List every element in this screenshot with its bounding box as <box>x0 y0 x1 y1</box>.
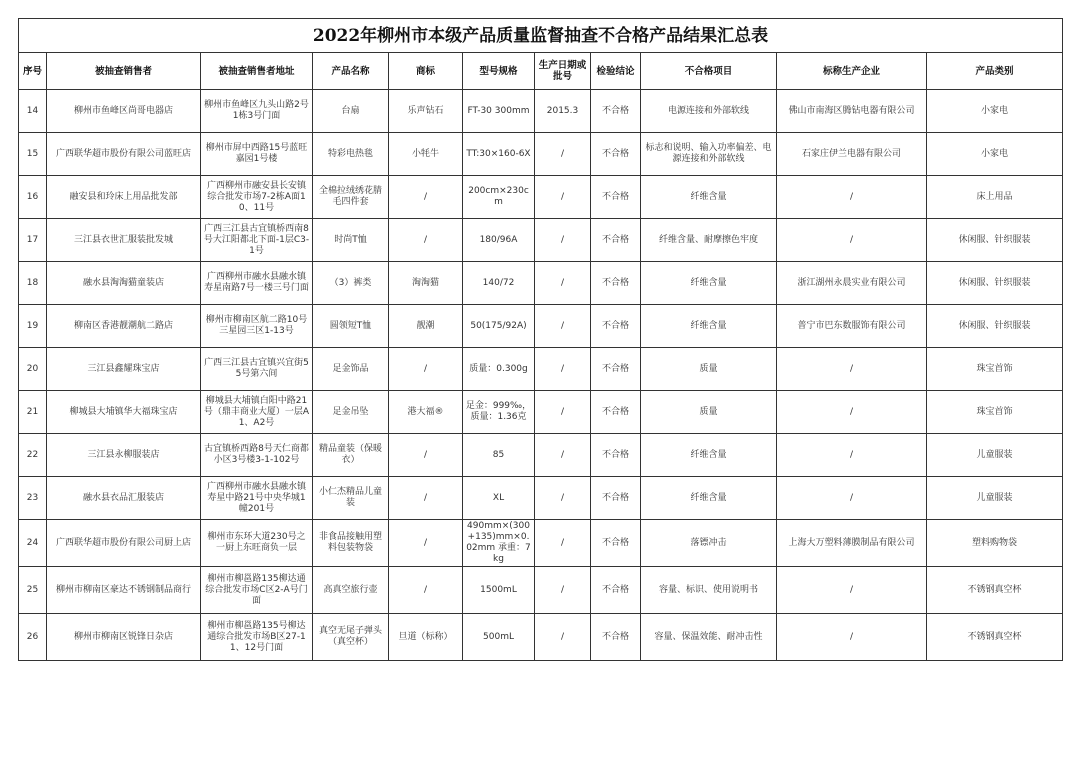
cell-product: 时尚T恤 <box>313 219 389 262</box>
cell-brand: 旦道（标称） <box>389 614 463 661</box>
table-row <box>19 133 1063 176</box>
cell-seq: 17 <box>19 219 47 262</box>
table-row <box>19 348 1063 391</box>
cell-address: 柳城县大埔镇白阳中路21号（鼎丰商业大厦）一层A1、A2号 <box>201 391 313 434</box>
cell-seller: 三江县衣世汇服装批发城 <box>47 219 201 262</box>
cell-date: / <box>535 520 591 567</box>
cell-brand: 淘淘猫 <box>389 262 463 305</box>
cell-manufacturer: 上海大万塑料薄膜制品有限公司 <box>777 520 927 567</box>
cell-product: 真空无尾子弹头（真空杯） <box>313 614 389 661</box>
cell-spec: XL <box>463 477 535 520</box>
header-row <box>19 53 1063 90</box>
cell-date: / <box>535 133 591 176</box>
cell-date: / <box>535 219 591 262</box>
table-row <box>19 477 1063 520</box>
cell-manufacturer: / <box>777 614 927 661</box>
cell-address: 柳州市屏中西路15号蓝旺嘉园1号楼 <box>201 133 313 176</box>
cell-seller: 柳州市柳南区豪达不锈钢制品商行 <box>47 567 201 614</box>
cell-seq: 18 <box>19 262 47 305</box>
cell-spec: 490mm×(300+135)mm×0.02mm 承重：7kg <box>463 520 535 567</box>
cell-seq: 19 <box>19 305 47 348</box>
column-header-brand: 商标 <box>389 53 463 90</box>
cell-address: 广西三江县古宜镇桥西南8号大江阳都北下面-1层C3-1号 <box>201 219 313 262</box>
cell-brand: / <box>389 176 463 219</box>
cell-brand: 港大福® <box>389 391 463 434</box>
table-title: 2022年柳州市本级产品质量监督抽查不合格产品结果汇总表 <box>19 19 1063 53</box>
cell-address: 柳州市柳邕路135柳达通综合批发市场C区2-A号门面 <box>201 567 313 614</box>
cell-product: 特彩电热毯 <box>313 133 389 176</box>
cell-seller: 融水县衣品汇服装店 <box>47 477 201 520</box>
cell-brand: / <box>389 477 463 520</box>
cell-seller: 柳南区香港靓潮航二路店 <box>47 305 201 348</box>
cell-category: 儿童服装 <box>927 477 1063 520</box>
cell-failed-items: 容量、标识、使用说明书 <box>641 567 777 614</box>
column-header-spec: 型号规格 <box>463 53 535 90</box>
cell-address: 广西柳州市融水县融水镇寿星中路21号中央华城1幢201号 <box>201 477 313 520</box>
cell-result: 不合格 <box>591 176 641 219</box>
cell-spec: 180/96A <box>463 219 535 262</box>
cell-product: 全棉拉绒绣花腈毛四件套 <box>313 176 389 219</box>
cell-manufacturer: / <box>777 567 927 614</box>
cell-address: 柳州市鱼峰区九头山路2号1栋3号门面 <box>201 90 313 133</box>
cell-date: / <box>535 262 591 305</box>
cell-brand: / <box>389 434 463 477</box>
cell-seq: 26 <box>19 614 47 661</box>
cell-manufacturer: 石家庄伊兰电器有限公司 <box>777 133 927 176</box>
cell-failed-items: 质量 <box>641 391 777 434</box>
column-header-product: 产品名称 <box>313 53 389 90</box>
cell-seq: 16 <box>19 176 47 219</box>
cell-seller: 三江县永柳服装店 <box>47 434 201 477</box>
cell-failed-items: 电源连接和外部软线 <box>641 90 777 133</box>
cell-seq: 14 <box>19 90 47 133</box>
table-row <box>19 176 1063 219</box>
table-row <box>19 434 1063 477</box>
cell-manufacturer: / <box>777 176 927 219</box>
cell-result: 不合格 <box>591 348 641 391</box>
cell-product: 足金饰品 <box>313 348 389 391</box>
cell-brand: / <box>389 348 463 391</box>
cell-manufacturer: / <box>777 477 927 520</box>
cell-product: 圆领短T恤 <box>313 305 389 348</box>
cell-brand: 靓潮 <box>389 305 463 348</box>
cell-seq: 22 <box>19 434 47 477</box>
cell-address: 广西柳州市融水县融水镇寿星南路7号一楼三号门面 <box>201 262 313 305</box>
cell-product: 非食品接触用塑料包装物袋 <box>313 520 389 567</box>
cell-result: 不合格 <box>591 90 641 133</box>
cell-manufacturer: 普宁市巴东数服饰有限公司 <box>777 305 927 348</box>
column-header-result: 检验结论 <box>591 53 641 90</box>
cell-date: / <box>535 176 591 219</box>
cell-seq: 23 <box>19 477 47 520</box>
results-sheet <box>18 18 1062 661</box>
cell-result: 不合格 <box>591 219 641 262</box>
cell-product: 台扇 <box>313 90 389 133</box>
cell-manufacturer: / <box>777 348 927 391</box>
cell-seller: 融水县淘淘猫童装店 <box>47 262 201 305</box>
cell-category: 休闲服、针织服装 <box>927 305 1063 348</box>
results-table <box>18 18 1063 661</box>
cell-result: 不合格 <box>591 305 641 348</box>
cell-failed-items: 纤维含量 <box>641 434 777 477</box>
cell-result: 不合格 <box>591 133 641 176</box>
cell-result: 不合格 <box>591 477 641 520</box>
cell-date: / <box>535 614 591 661</box>
cell-category: 塑料购物袋 <box>927 520 1063 567</box>
cell-seq: 20 <box>19 348 47 391</box>
table-row <box>19 219 1063 262</box>
column-header-date: 生产日期或批号 <box>535 53 591 90</box>
cell-failed-items: 纤维含量 <box>641 176 777 219</box>
cell-spec: 足金：999‰，质量：1.36克 <box>463 391 535 434</box>
cell-spec: 500mL <box>463 614 535 661</box>
table-row <box>19 520 1063 567</box>
cell-seq: 15 <box>19 133 47 176</box>
cell-seller: 柳城县大埔镇华大福珠宝店 <box>47 391 201 434</box>
cell-category: 珠宝首饰 <box>927 348 1063 391</box>
cell-category: 休闲服、针织服装 <box>927 262 1063 305</box>
cell-date: / <box>535 477 591 520</box>
cell-result: 不合格 <box>591 391 641 434</box>
cell-result: 不合格 <box>591 434 641 477</box>
cell-spec: FT-30 300mm <box>463 90 535 133</box>
cell-brand: / <box>389 567 463 614</box>
cell-spec: 50(175/92A) <box>463 305 535 348</box>
cell-category: 不锈钢真空杯 <box>927 567 1063 614</box>
column-header-category: 产品类别 <box>927 53 1063 90</box>
cell-seller: 柳州市柳南区锐锋日杂店 <box>47 614 201 661</box>
cell-seller: 柳州市鱼峰区尚哥电器店 <box>47 90 201 133</box>
cell-result: 不合格 <box>591 262 641 305</box>
cell-manufacturer: 佛山市南海区腾钻电器有限公司 <box>777 90 927 133</box>
cell-date: / <box>535 434 591 477</box>
cell-spec: 质量：0.300g <box>463 348 535 391</box>
table-body <box>19 90 1063 661</box>
cell-failed-items: 纤维含量 <box>641 262 777 305</box>
cell-manufacturer: / <box>777 391 927 434</box>
cell-category: 休闲服、针织服装 <box>927 219 1063 262</box>
cell-address: 广西柳州市融安县长安镇综合批发市场7-2栋A面10、11号 <box>201 176 313 219</box>
cell-date: 2015.3 <box>535 90 591 133</box>
cell-failed-items: 容量、保温效能、耐冲击性 <box>641 614 777 661</box>
cell-category: 床上用品 <box>927 176 1063 219</box>
cell-category: 不锈钢真空杯 <box>927 614 1063 661</box>
cell-manufacturer: / <box>777 219 927 262</box>
cell-address: 柳州市柳南区航二路10号三星园三区1-13号 <box>201 305 313 348</box>
cell-date: / <box>535 391 591 434</box>
cell-brand: / <box>389 520 463 567</box>
column-header-seller: 被抽查销售者 <box>47 53 201 90</box>
cell-manufacturer: 浙江湖州永晨实业有限公司 <box>777 262 927 305</box>
cell-spec: TT:30×160-6X <box>463 133 535 176</box>
cell-spec: 140/72 <box>463 262 535 305</box>
cell-failed-items: 纤维含量、耐摩擦色牢度 <box>641 219 777 262</box>
cell-address: 柳州市东环大道230号之一厨上东旺商负一层 <box>201 520 313 567</box>
cell-category: 小家电 <box>927 90 1063 133</box>
cell-seller: 融安县和玲床上用品批发部 <box>47 176 201 219</box>
cell-address: 柳州市柳邕路135号柳达通综合批发市场B区27-11、12号门面 <box>201 614 313 661</box>
cell-seq: 25 <box>19 567 47 614</box>
cell-seq: 21 <box>19 391 47 434</box>
table-row <box>19 262 1063 305</box>
cell-product: 高真空旅行壶 <box>313 567 389 614</box>
cell-address: 广西三江县古宜镇兴宜街55号第六间 <box>201 348 313 391</box>
cell-product: （3）裤类 <box>313 262 389 305</box>
table-row <box>19 90 1063 133</box>
cell-product: 足金吊坠 <box>313 391 389 434</box>
cell-seller: 三江县鑫耀珠宝店 <box>47 348 201 391</box>
cell-failed-items: 纤维含量 <box>641 477 777 520</box>
column-header-manufacturer: 标称生产企业 <box>777 53 927 90</box>
cell-spec: 1500mL <box>463 567 535 614</box>
cell-category: 小家电 <box>927 133 1063 176</box>
column-header-seq: 序号 <box>19 53 47 90</box>
cell-date: / <box>535 305 591 348</box>
cell-brand: 乐声钻石 <box>389 90 463 133</box>
table-row <box>19 567 1063 614</box>
column-header-address: 被抽查销售者地址 <box>201 53 313 90</box>
cell-failed-items: 落镖冲击 <box>641 520 777 567</box>
column-header-failed-items: 不合格项目 <box>641 53 777 90</box>
table-row <box>19 614 1063 661</box>
cell-failed-items: 质量 <box>641 348 777 391</box>
cell-seller: 广西联华超市股份有限公司厨上店 <box>47 520 201 567</box>
cell-spec: 85 <box>463 434 535 477</box>
cell-result: 不合格 <box>591 520 641 567</box>
cell-spec: 200cm×230cm <box>463 176 535 219</box>
cell-product: 小仁杰精品儿童装 <box>313 477 389 520</box>
cell-date: / <box>535 567 591 614</box>
cell-result: 不合格 <box>591 567 641 614</box>
cell-brand: / <box>389 219 463 262</box>
cell-failed-items: 纤维含量 <box>641 305 777 348</box>
cell-address: 古宜镇桥西路8号天仁商都小区3号楼3-1-102号 <box>201 434 313 477</box>
cell-date: / <box>535 348 591 391</box>
table-row <box>19 305 1063 348</box>
cell-failed-items: 标志和说明、输入功率偏差、电源连接和外部软线 <box>641 133 777 176</box>
cell-category: 珠宝首饰 <box>927 391 1063 434</box>
cell-result: 不合格 <box>591 614 641 661</box>
cell-seller: 广西联华超市股份有限公司蓝旺店 <box>47 133 201 176</box>
cell-manufacturer: / <box>777 434 927 477</box>
cell-product: 精品童装（保暖衣） <box>313 434 389 477</box>
cell-category: 儿童服装 <box>927 434 1063 477</box>
cell-brand: 小牦牛 <box>389 133 463 176</box>
cell-seq: 24 <box>19 520 47 567</box>
table-row <box>19 391 1063 434</box>
